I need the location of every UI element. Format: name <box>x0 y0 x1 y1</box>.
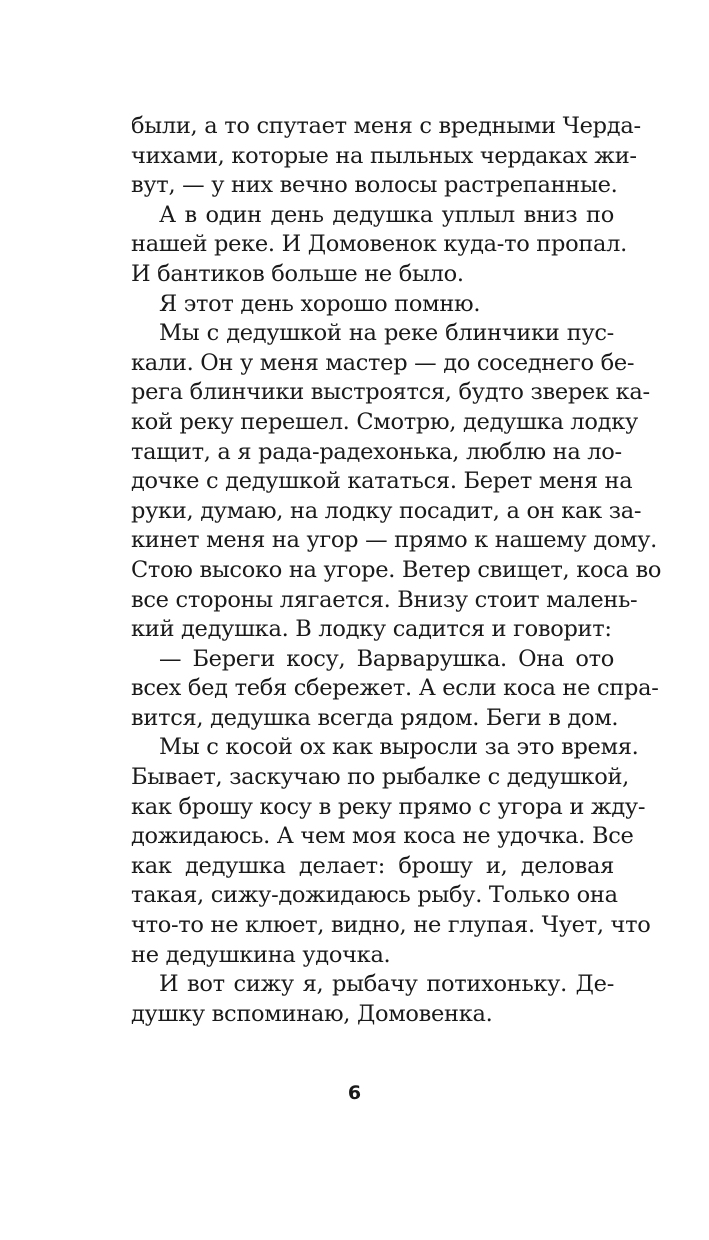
text-line: все стороны лягается. Внизу стоит малень- <box>131 586 638 613</box>
text-line: И вот сижу я, рыбачу потихоньку. Де- <box>159 971 614 998</box>
text-line: тащит, а я рада-радехонька, люблю на ло- <box>131 438 622 465</box>
text-line: кой реку перешел. Смотрю, дедушка лодку <box>131 408 638 435</box>
text-line: Я этот день хорошо помню. <box>159 290 481 317</box>
text-line: нашей реке. И Домовенок куда-то пропал. <box>131 231 628 258</box>
text-line: Мы с дедушкой на реке блинчики пус- <box>159 320 614 347</box>
text-line: Мы с косой ох как выросли за это время. <box>159 734 639 761</box>
text-line: не дедушкина удочка. <box>131 941 391 968</box>
text-line: как дедушка делает: брошу и, деловая <box>131 852 614 879</box>
text-line: рега блинчики выстроятся, будто зверек ка- <box>131 379 650 406</box>
text-line: руки, думаю, на лодку посадит, а он как за- <box>131 497 642 524</box>
page-number: 6 <box>347 1082 362 1104</box>
text-line: Бывает, заскучаю по рыбалке с дедушкой, <box>131 764 629 791</box>
text-line: кинет меня на угор — прямо к нашему дому. <box>131 527 658 554</box>
text-line: А в один день дедушка уплыл вниз по <box>159 201 614 228</box>
text-line: — Береги косу, Варварушка. Она ото <box>159 645 614 672</box>
text-line: Стою высоко на угоре. Ветер свищет, коса во <box>131 556 662 583</box>
text-line: такая, сижу-дожидаюсь рыбу. Только она <box>131 882 618 909</box>
text-line: душку вспоминаю, Домовенка. <box>131 1000 493 1027</box>
book-page-text <box>131 112 662 1029</box>
text-line: кий дедушка. В лодку садится и говорит: <box>131 616 612 643</box>
text-line: были, а то спутает меня с вредными Черда- <box>131 113 641 139</box>
text-line: всех бед тебя сбережет. А если коса не спра- <box>131 675 659 702</box>
text-line: кали. Он у меня мастер — до соседнего бе- <box>131 349 635 376</box>
text-line: дочке с дедушкой кататься. Берет меня на <box>131 468 633 495</box>
text-line: как брошу косу в реку прямо с угора и жду- <box>131 793 646 820</box>
text-line: вится, дедушка всегда рядом. Беги в дом. <box>131 704 619 731</box>
text-line: вут, — у них вечно волосы растрепанные. <box>131 172 618 199</box>
text-line: И бантиков больше не было. <box>131 260 464 287</box>
text-line: чихами, которые на пыльных чердаках жи- <box>131 142 637 169</box>
text-line: что-то не клюет, видно, не глупая. Чует, что <box>131 912 651 939</box>
text-line: дожидаюсь. А чем моя коса не удочка. Все <box>131 823 634 850</box>
